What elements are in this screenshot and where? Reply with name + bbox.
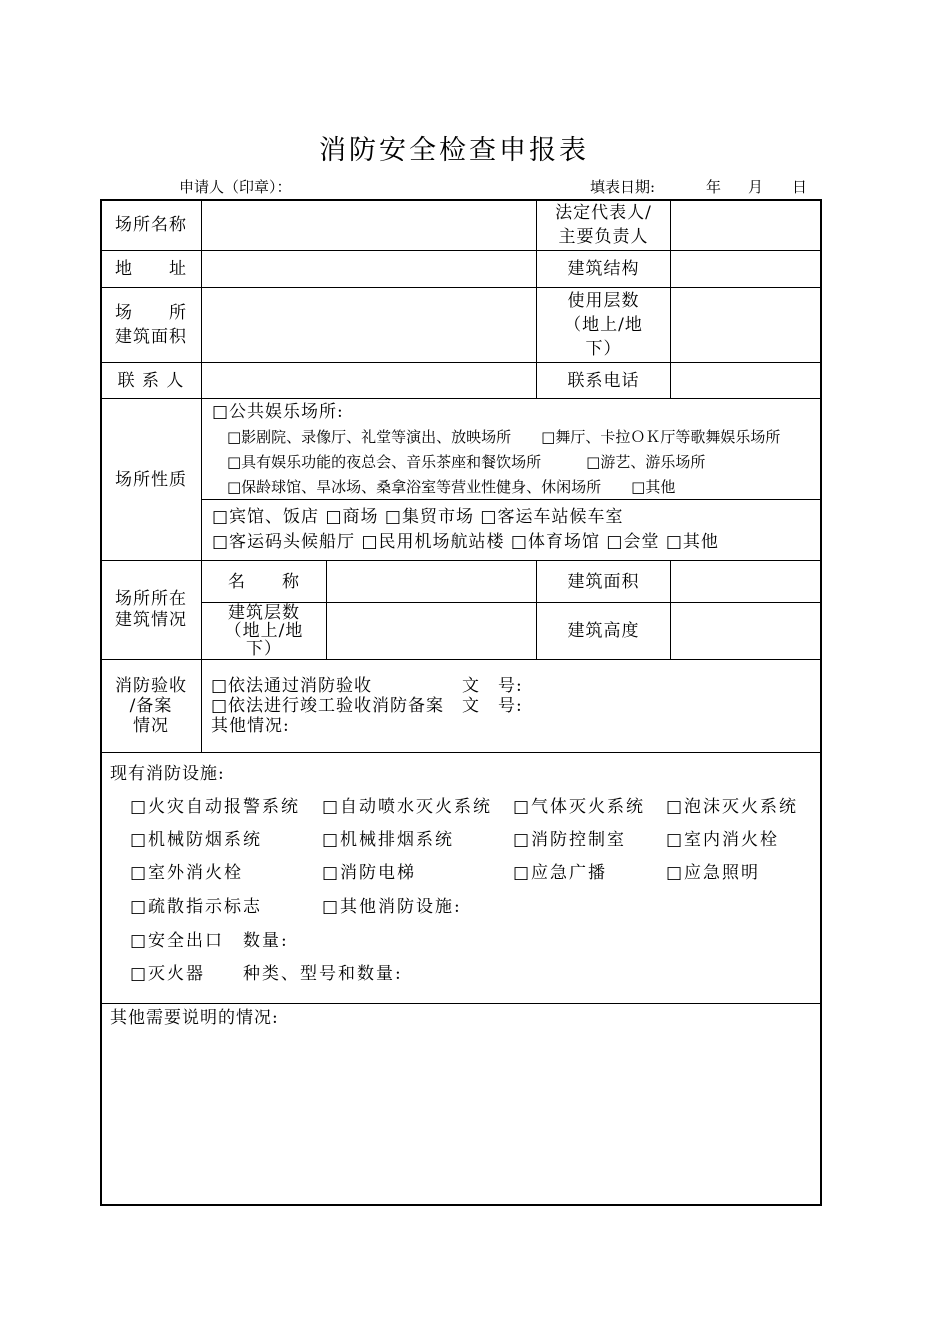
building-structure-field[interactable] bbox=[671, 251, 821, 287]
venue-name-label: 场所名称 bbox=[115, 215, 187, 235]
facility-outdoor-hydrant-checkbox[interactable]: □室外消火栓 bbox=[130, 863, 244, 883]
building-area-label: 建筑面积 bbox=[567, 571, 640, 592]
row-divider bbox=[100, 398, 822, 399]
other-venue-options-2[interactable]: □客运码头候船厅 □民用机场航站楼 □体育场馆 □会堂 □其他 bbox=[212, 532, 719, 552]
venue-area-field[interactable] bbox=[202, 288, 536, 362]
row-divider bbox=[100, 752, 822, 753]
building-situation-label: 场所所在 建筑情况 bbox=[115, 589, 187, 630]
facility-safety-exit-checkbox[interactable]: □安全出口 数量: bbox=[130, 931, 289, 951]
venue-name-field[interactable] bbox=[202, 200, 536, 250]
acceptance-passed-checkbox[interactable]: □依法通过消防验收 文 号: bbox=[211, 676, 523, 696]
floors-used-field[interactable] bbox=[671, 288, 821, 362]
page-title: 消防安全检查申报表 bbox=[319, 135, 589, 166]
public-entertainment-options-2[interactable]: □具有娱乐功能的夜总会、音乐茶座和餐饮场所 □游艺、游乐场所 bbox=[227, 453, 706, 471]
date-year: 年 bbox=[706, 178, 722, 196]
contact-person-field[interactable] bbox=[202, 363, 536, 398]
row-divider bbox=[201, 499, 822, 500]
building-name-label: 名 称 bbox=[228, 571, 300, 592]
building-area-field[interactable] bbox=[671, 561, 821, 602]
row-divider bbox=[100, 1003, 822, 1004]
facility-emergency-lighting-checkbox[interactable]: □应急照明 bbox=[666, 863, 761, 883]
facility-extinguisher-checkbox[interactable]: □灭火器 种类、型号和数量: bbox=[130, 964, 403, 984]
facility-sprinkler-checkbox[interactable]: □自动喷水灭火系统 bbox=[322, 797, 493, 817]
building-floors-field[interactable] bbox=[327, 603, 536, 659]
date-month: 月 bbox=[748, 178, 764, 196]
building-structure-label: 建筑结构 bbox=[567, 259, 640, 279]
remarks-title: 其他需要说明的情况: bbox=[110, 1008, 279, 1028]
building-height-field[interactable] bbox=[671, 603, 821, 659]
fill-date-label: 填表日期: bbox=[590, 178, 656, 196]
facility-fire-elevator-checkbox[interactable]: □消防电梯 bbox=[322, 863, 417, 883]
acceptance-label: 消防验收 /备案 情况 bbox=[115, 676, 187, 736]
contact-phone-field[interactable] bbox=[671, 363, 821, 398]
legal-representative-field[interactable] bbox=[671, 200, 821, 250]
facility-control-room-checkbox[interactable]: □消防控制室 bbox=[513, 830, 627, 850]
facility-fire-alarm-checkbox[interactable]: □火灾自动报警系统 bbox=[130, 797, 301, 817]
address-label: 地 址 bbox=[115, 259, 187, 279]
contact-phone-label: 联系电话 bbox=[567, 370, 640, 391]
contact-person-label: 联 系 人 bbox=[117, 370, 185, 391]
venue-area-label: 场 所 建筑面积 bbox=[115, 303, 187, 347]
facility-foam-extinguishing-checkbox[interactable]: □泡沫灭火系统 bbox=[666, 797, 799, 817]
public-entertainment-options-1[interactable]: □影剧院、录像厅、礼堂等演出、放映场所 □舞厅、卡拉ＯＫ厅等歌舞娱乐场所 bbox=[227, 428, 781, 446]
applicant-label: 申请人（印章）： bbox=[179, 178, 292, 196]
address-field[interactable] bbox=[202, 251, 536, 287]
floors-used-label: 使用层数 （地上/地 下） bbox=[564, 291, 643, 359]
public-entertainment-checkbox[interactable]: □公共娱乐场所: bbox=[212, 402, 344, 422]
venue-nature-label: 场所性质 bbox=[115, 469, 187, 490]
facility-evacuation-sign-checkbox[interactable]: □疏散指示标志 bbox=[130, 897, 263, 917]
building-name-field[interactable] bbox=[327, 561, 536, 602]
legal-representative-label: 法定代表人/ 主要负责人 bbox=[555, 203, 652, 247]
facility-smoke-control-checkbox[interactable]: □机械防烟系统 bbox=[130, 830, 263, 850]
facility-other-checkbox[interactable]: □其他消防设施: bbox=[322, 897, 462, 917]
other-venue-options-1[interactable]: □宾馆、饭店 □商场 □集贸市场 □客运车站候车室 bbox=[212, 507, 624, 527]
facilities-title: 现有消防设施: bbox=[110, 764, 225, 784]
facility-smoke-exhaust-checkbox[interactable]: □机械排烟系统 bbox=[322, 830, 455, 850]
building-height-label: 建筑高度 bbox=[567, 621, 640, 641]
public-entertainment-options-3[interactable]: □保龄球馆、旱冰场、桑拿浴室等营业性健身、休闲场所 □其他 bbox=[227, 478, 676, 496]
remarks-field[interactable] bbox=[102, 1032, 820, 1204]
facility-emergency-broadcast-checkbox[interactable]: □应急广播 bbox=[513, 863, 608, 883]
facility-indoor-hydrant-checkbox[interactable]: □室内消火栓 bbox=[666, 830, 780, 850]
facility-gas-extinguishing-checkbox[interactable]: □气体灭火系统 bbox=[513, 797, 646, 817]
acceptance-filing-checkbox[interactable]: □依法进行竣工验收消防备案 文 号: bbox=[211, 696, 523, 716]
row-divider bbox=[100, 659, 822, 660]
building-floors-label: 建筑层数 （地上/地 下） bbox=[224, 603, 304, 659]
date-day: 日 bbox=[792, 178, 808, 196]
acceptance-other-label: 其他情况: bbox=[211, 716, 290, 736]
